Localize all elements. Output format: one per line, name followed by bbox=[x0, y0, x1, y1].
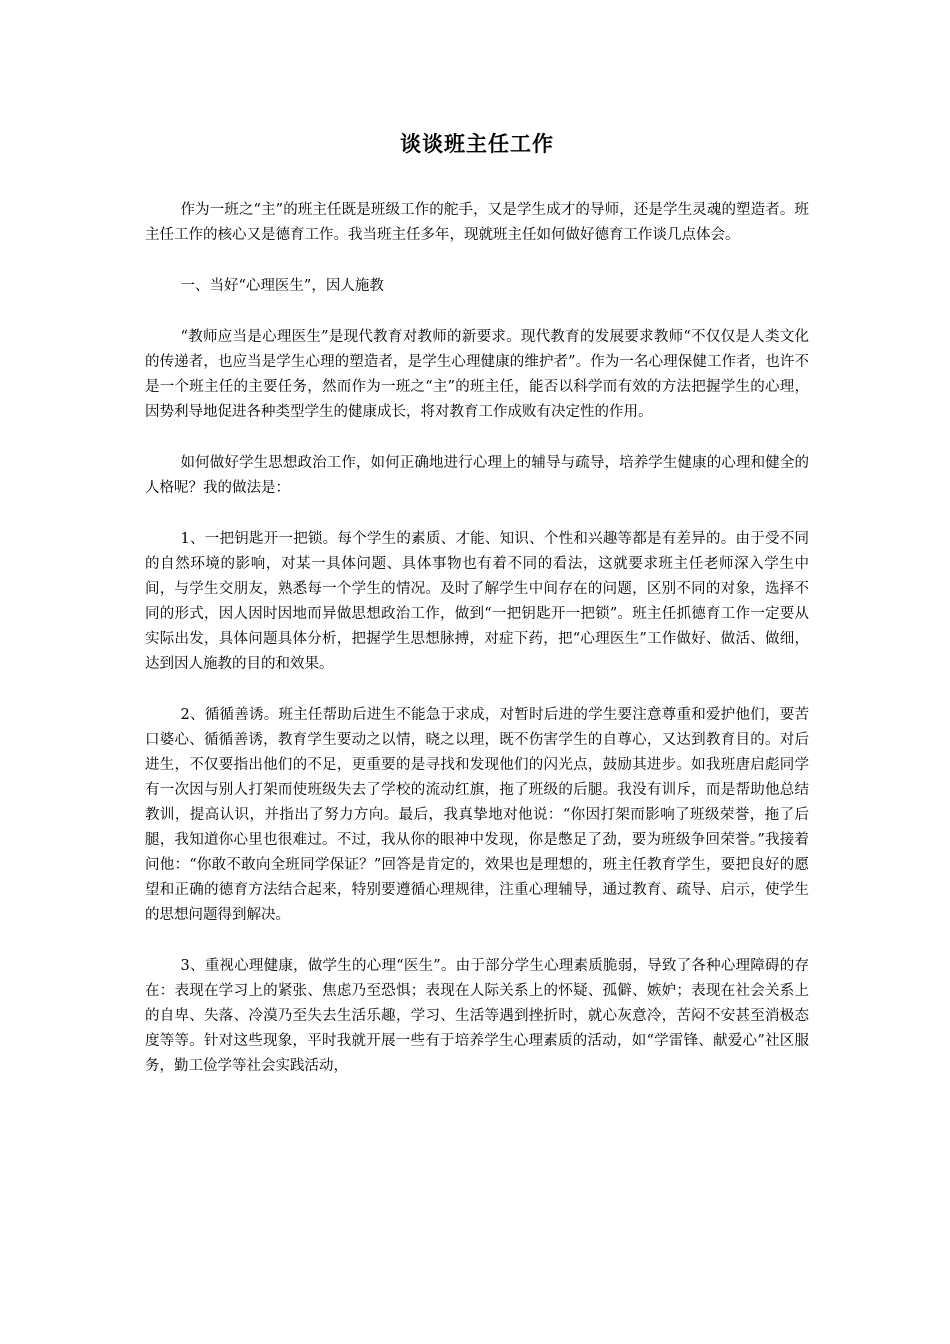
body-paragraph: 3、重视心理健康，做学生的心理“医生”。由于部分学生心理素质脆弱，导致了各种心理障碍的存在：表现在学习上的紧张、焦虑乃至恐惧；表现在人际关系上的怀疑、孤僻、嫉妒；表现在社会关系上的自卑、失落、冷漠乃至失去生活乐趣，学习、生活等遇到挫折时，就心灰意冷，苦闷不安甚至消极态度等等。针对这些现象，平时我就开展一些有于培养学生心理素质的活动，如“学雷锋、献爱心”社区服务，勤工俭学等社会实践活动， bbox=[145, 958, 809, 1074]
intro-paragraph: 作为一班之“主”的班主任既是班级工作的舵手，又是学生成才的导师，还是学生灵魂的塑造者。班主任工作的核心又是德育工作。我当班主任多年，现就班主任如何做好德育工作谈几点体会。 bbox=[145, 202, 809, 243]
body-paragraph: “教师应当是心理医生”是现代教育对教师的新要求。现代教育的发展要求教师“不仅仅是人类文化的传递者，也应当是学生心理的塑造者，是学生心理健康的维护者”。作为一名心理保健工作者，也许不是一个班主任的主要任务，然而作为一班之“主”的班主任，能否以科学而有效的方法把握学生的心理，因势利导地促进各种类型学生的健康成长，将对教育工作成败有决定性的作用。 bbox=[145, 329, 809, 420]
section-heading: 一、当好“心理医生”，因人施教 bbox=[180, 278, 384, 294]
body-paragraph: 2、循循善诱。班主任帮助后进生不能急于求成，对暂时后进的学生要注意尊重和爱护他们，要苦口婆心、循循善诱，教育学生要动之以情，晓之以理，既不伤害学生的自尊心，又达到教育目的。对后进生，不仅要指出他们的不足，更重要的是寻找和发现他们的闪光点，鼓励其进步。如我班唐启彪同学有一次因与别人打架而使班级失去了学校的流动红旗，拖了班级的后腿。我没有训斥，而是帮助他总结教训，提高认识，并指出了努力方向。最后，我真挚地对他说：“你因打架而影响了班级荣誉，拖了后腿，我知道你心里也很难过。不过，我从你的眼神中发现，你是憋足了劲，要为班级争回荣誉。”我接着问他：“你敢不敢向全班同学保证？”回答是肯定的，效果也是理想的，班主任教育学生，要把良好的愿望和正确的德育方法结合起来，特别要遵循心理规律，注重心理辅导，通过教育、疏导、启示，使学生的思想问题得到解决。 bbox=[145, 707, 809, 923]
body-paragraph: 1、一把钥匙开一把锁。每个学生的素质、才能、知识、个性和兴趣等都是有差异的。由于受不同的自然环境的影响，对某一具体问题、具体事物也有着不同的看法，这就要求班主任老师深入学生中间，与学生交朋友，熟悉每一个学生的情况。及时了解学生中间存在的问题，区别不同的对象，选择不同的形式，因人因时因地而异做思想政治工作，做到“一把钥匙开一把锁”。班主任抓德育工作一定要从实际出发，具体问题具体分析，把握学生思想脉搏，对症下药，把“心理医生”工作做好、做活、做细，达到因人施教的目的和效果。 bbox=[145, 531, 809, 672]
document-page bbox=[145, 130, 809, 1105]
document-title: 谈谈班主任工作 bbox=[400, 131, 554, 156]
body-paragraph: 如何做好学生思想政治工作，如何正确地进行心理上的辅导与疏导，培养学生健康的心理和健全的人格呢？我的做法是： bbox=[145, 455, 809, 496]
